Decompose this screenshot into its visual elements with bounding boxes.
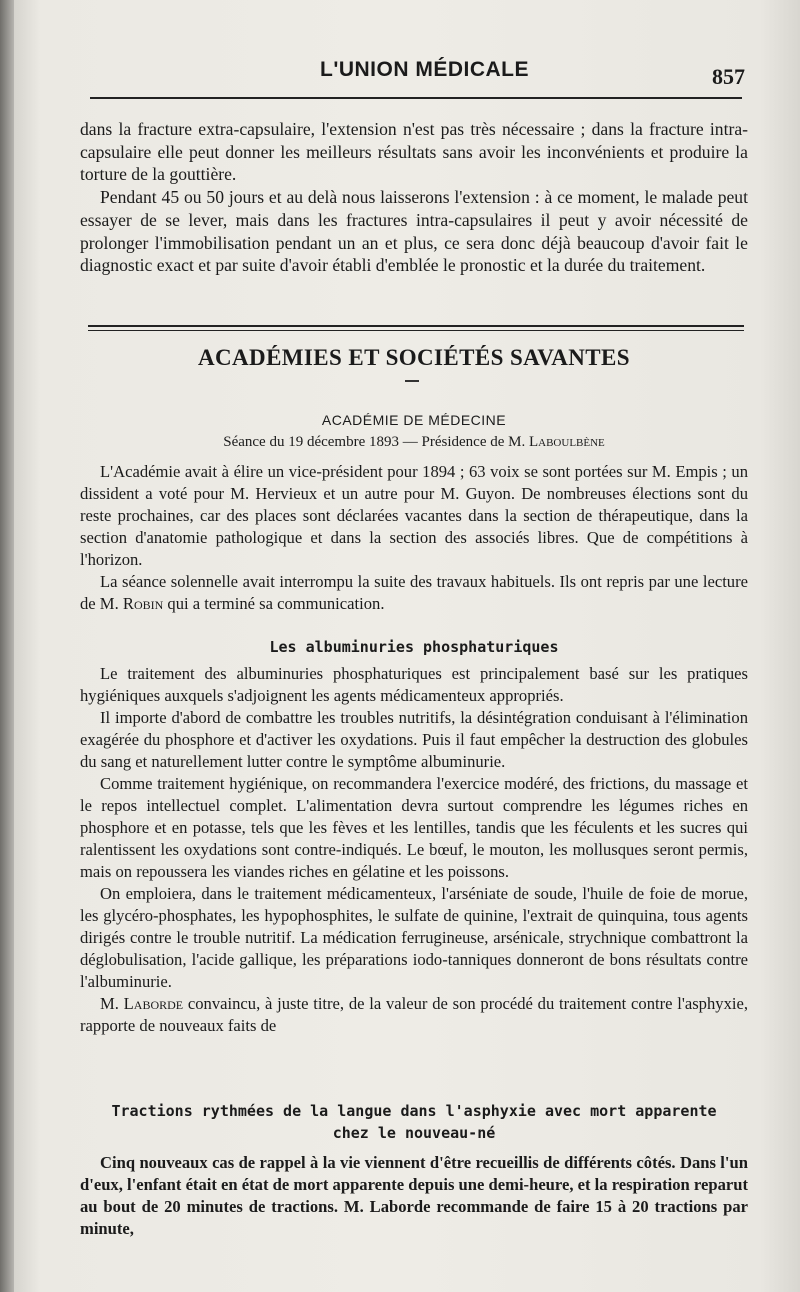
laborde-name: M. Laborde [100,994,184,1013]
intro-paragraph: Pendant 45 ou 50 jours et au delà nous laisserons l'extension : à ce moment, le malade peut essayer de se lever, mais dans les fractures intra-capsulaires il peut y avoir nécessité de prolonger l'immobilisation pendant un an et plus, ce sera donc déjà beaucoup d'avoir fait le diagnostic exact et par suite d'avoir établi d'emblée le pronostic et la durée du traitement. [80,187,748,276]
academy-paragraph: L'Académie avait à élire un vice-président pour 1894 ; 63 voix se sont portées sur M. Empis ; un dissident a voté pour M. Hervieux et un autre pour M. Guyon. De nombreuses élections sont du reste prochaines, car des places sont déclarées vacantes dans la section de thérapeutique, dans la section d'anatomie pathologique et dans la section des associés libres. Que de compétitions à l'horizon. [80,462,748,569]
intro-paragraph: dans la fracture extra-capsulaire, l'extension n'est pas très nécessaire ; dans la fracture intra-capsulaire elle peut donner les meilleurs résultats sans avoir les inconvénients et produire la torture de la gouttière. [80,119,748,185]
albuminuries-paragraph: Le traitement des albuminuries phosphaturiques est principalement basé sur les pratiques hygiéniques auxquels s'adjoignent les agents médicamenteux appropriés. [80,664,748,705]
title-ornament-dash [405,380,419,382]
tractions-heading-line2: chez le nouveau-né [332,1124,496,1142]
seance-text: La séance solennelle avait interrompu la suite des travaux habituels. Ils ont repris par une lecture de M. [80,572,748,613]
session-text: Séance du 19 décembre 1893 — Présidence de M. [223,434,529,450]
laborde-text: convaincu, à juste titre, de la valeur de son procédé du traitement contre l'asphyxie, rapporte de nouveaux faits de [80,994,748,1035]
tractions-heading-line1: Tractions rythmées de la langue dans l'asphyxie avec mort apparente [111,1102,717,1120]
session-line [80,434,748,451]
seance-text-end: qui a terminé sa communication. [163,594,385,613]
tractions-text [80,1152,748,1240]
running-title: L'UNION MÉDICALE [320,58,529,81]
seance-paragraph [80,571,748,615]
header-rule [90,97,742,99]
albuminuries-paragraph: Il importe d'abord de combattre les troubles nutritifs, la désintégration conduisant à l'élimination exagérée du phosphore et d'activer les oxydations. Puis il faut empêcher la destruction des globules du sang et naturellement lutter contre le symptôme albuminurie. [80,708,748,771]
section-double-rule-bottom [88,330,744,331]
academy-heading: ACADÉMIE DE MÉDECINE [321,412,507,428]
albuminuries-text [80,663,748,1037]
intro-text [80,118,748,277]
albuminuries-heading: Les albuminuries phosphaturiques [269,638,559,656]
section-title: ACADÉMIES ET SOCIÉTÉS SAVANTES [198,345,630,370]
albuminuries-paragraph: Comme traitement hygiénique, on recommandera l'exercice modéré, des frictions, du massage et le repos intellectuel complet. L'alimentation devra surtout comprendre les légumes riches en phosphore et en potasse, tels que les fèves et les lentilles, tandis que les féculents et les sucres qui ralentissent les oxydations sont contre-indiqués. Le bœuf, le mouton, les mollusques seront permis, mais on repoussera les viandes riches en gélatine et les poissons. [80,774,748,881]
page-header [0,58,800,98]
laborde-paragraph [80,993,748,1037]
book-spine [0,0,14,1292]
session-president: Laboulbène [528,434,605,450]
section-double-rule-top [88,325,744,327]
page-number: 857 [712,64,745,89]
author-name: Robin [122,594,164,613]
tractions-paragraph: Cinq nouveaux cas de rappel à la vie viennent d'être recueillis de différents côtés. Dans l'un d'eux, l'enfant était en état de mort apparente depuis une demi-heure, et la respiration reparut au bout de 20 minutes de tractions. M. Laborde recommande de faire 15 à 20 tractions par minute, [80,1153,749,1238]
albuminuries-paragraph: On emploiera, dans le traitement médicamenteux, l'arséniate de soude, l'huile de foie de morue, les glycéro-phosphates, les hypophosphites, le sulfate de quinine, l'extrait de quinquina, tous agents dirigés contre le trouble nutritif. La médication ferrugineuse, arsénicale, strychnique combattront la déglobulisation, l'acide gallique, les préparations iodo-tanniques donneront de bons résultats contre l'albuminurie. [80,884,748,991]
academy-text [80,461,748,615]
